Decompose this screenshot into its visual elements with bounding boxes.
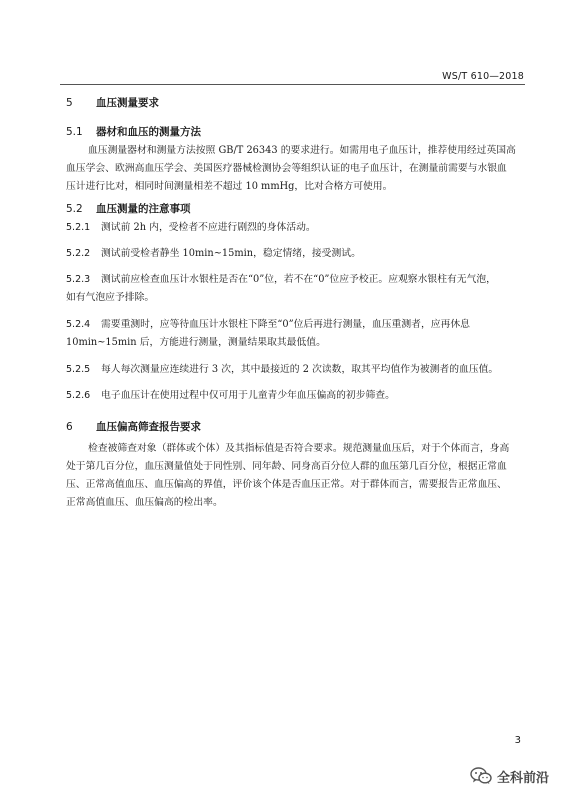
clause-text: 测试前应检查血压计水银柱是否在“0”位，若不在“0”位应予校正。应观察水银柱有无气泡， — [101, 274, 496, 285]
clause-number: 5.2.2 — [66, 248, 91, 259]
paragraph-line: 压计进行比对，相同时间测量相差不超过 10 mmHg，比对合格方可使用。 — [66, 181, 393, 192]
clause-number: 5.2.5 — [66, 364, 91, 375]
wechat-icon — [470, 767, 492, 785]
paragraph-line: 压、正常高值血压、血压偏高的界值，评价该个体是否血压正常。对于群体而言，需要报告正常血压、 — [66, 479, 507, 490]
clause-text: 测试前 2h 内，受检者不应进行剧烈的身体活动。 — [101, 222, 316, 233]
subsection-5-2-heading — [66, 201, 191, 216]
clause-text-continued: 10min~15min 后，方能进行测量，测量结果取其最低值。 — [66, 337, 326, 348]
watermark-text: 全科前沿 — [496, 770, 549, 786]
clause-number: 5.2.3 — [66, 274, 91, 285]
section-number: 5 — [66, 97, 73, 109]
paragraph-6 — [66, 440, 522, 512]
subsection-number: 5.1 — [66, 126, 83, 138]
paragraph-line: 血压测量器材和测量方法按照 GB/T 26343 的要求进行。如需用电子血压计，推荐使用经过英国高 — [88, 145, 516, 156]
clause-number: 5.2.4 — [66, 319, 91, 330]
clause-5-2-5 — [66, 361, 522, 379]
watermark — [470, 766, 549, 786]
header-rule — [60, 84, 525, 85]
section-title: 血压偏高筛查报告要求 — [96, 421, 201, 433]
page-number: 3 — [514, 735, 521, 746]
subsection-title: 血压测量的注意事项 — [96, 203, 191, 215]
clause-text-continued: 如有气泡应予排除。 — [66, 292, 155, 303]
section-5-heading — [66, 95, 159, 110]
clause-text: 电子血压计在使用过程中仅可用于儿童青少年血压偏高的初步筛查。 — [101, 390, 395, 401]
subsection-number: 5.2 — [66, 203, 83, 215]
clause-5-2-6 — [66, 387, 522, 405]
clause-number: 5.2.6 — [66, 390, 91, 401]
subsection-5-1-heading — [66, 124, 201, 139]
clause-text: 测试前受检者静坐 10min~15min，稳定情绪，接受测试。 — [101, 248, 361, 259]
paragraph-line: 血压学会、欧洲高血压学会、美国医疗器械检测协会等组织认证的电子血压计，在测量前需要与水银血 — [66, 163, 507, 174]
paragraph-line: 正常高值血压、血压偏高的检出率。 — [66, 497, 223, 508]
clause-5-2-2 — [66, 245, 522, 263]
clause-text: 每人每次测量应连续进行 3 次，其中最接近的 2 次读数，取其平均值作为被测者的血压值。 — [101, 364, 499, 375]
clause-5-2-3 — [66, 271, 522, 307]
clause-5-2-4 — [66, 316, 522, 352]
clause-text: 需要重测时，应等待血压计水银柱下降至“0”位后再进行测量，血压重测者，应再休息 — [101, 319, 470, 330]
paragraph-line: 处于第几百分位，血压测量值处于同性别、同年龄、同身高百分位人群的血压第几百分位，根据正常血 — [66, 461, 507, 472]
standard-code: WS/T 610—2018 — [442, 71, 524, 82]
paragraph-line: 检查被筛查对象（群体或个体）及其指标值是否符合要求。规范测量血压后，对于个体而言，身高 — [88, 443, 510, 454]
section-6-heading — [66, 419, 201, 434]
subsection-title: 器材和血压的测量方法 — [96, 126, 201, 138]
paragraph-5-1 — [66, 142, 522, 196]
clause-number: 5.2.1 — [66, 222, 91, 233]
section-number: 6 — [66, 421, 73, 433]
clause-5-2-1 — [66, 219, 522, 237]
section-title: 血压测量要求 — [96, 97, 159, 109]
